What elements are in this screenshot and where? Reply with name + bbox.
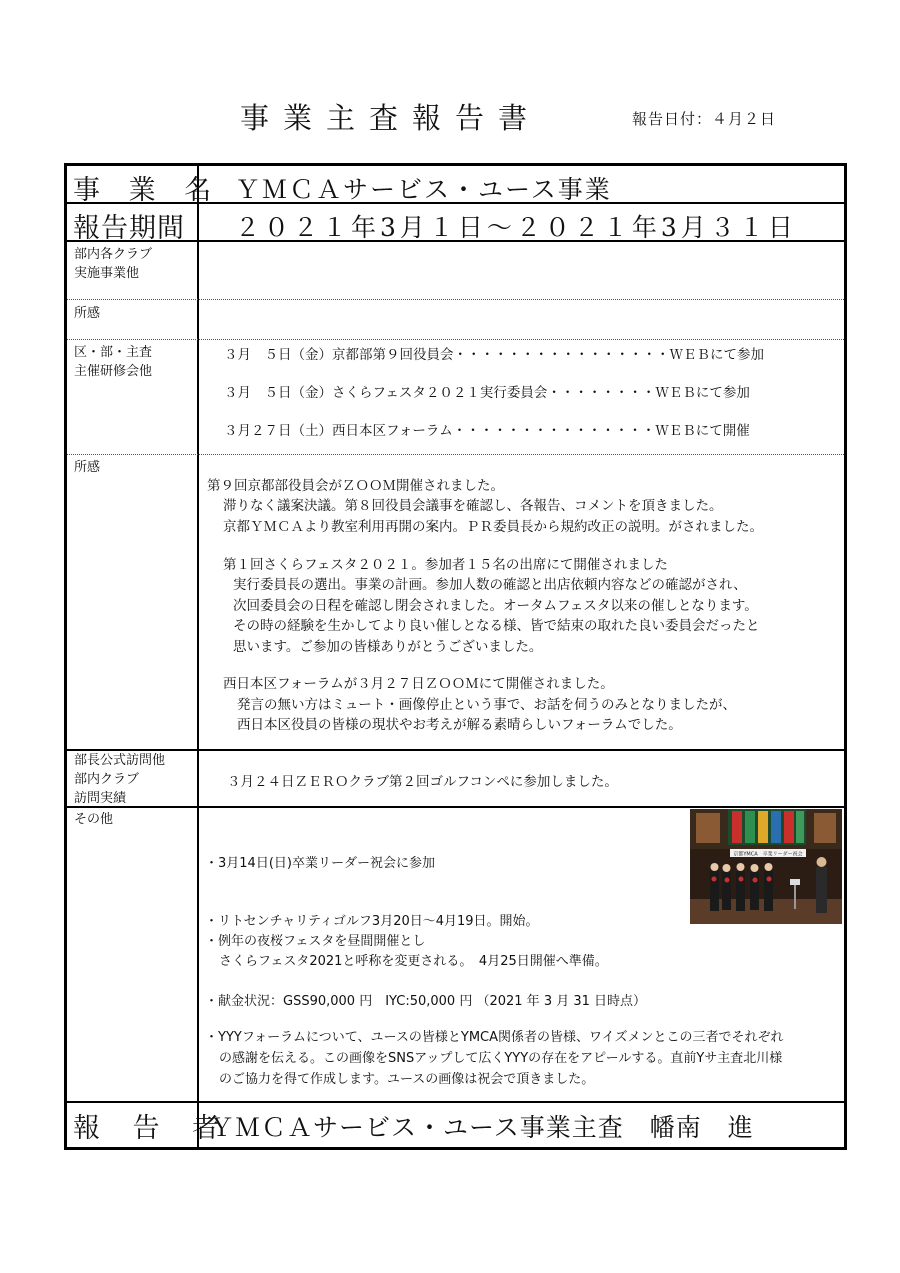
other-line: ・リトセンチャリティゴルフ3月20日～4月19日。開始。 [205, 914, 539, 929]
row-divider [67, 454, 844, 455]
impressions-label: 所感 [74, 306, 101, 321]
other-line: ・YYYフォーラムについて、ユースの皆様とYMCA関係者の皆様、ワイズメンとこの三者でそれぞれ [205, 1030, 784, 1045]
period-label: 報告期間 [73, 213, 185, 244]
impression-line: 滞りなく議案決議。第８回役員会議事を確認し、各報告、コメントを頂きました。 [223, 498, 723, 514]
official-visits-value: ３月２４日ＺＥＲＯクラブ第２回ゴルフコンペに参加しました。 [227, 774, 618, 790]
other-line: の感謝を伝える。この画像をSNSアップして広くYYYの存在をアピールする。直前Yサ主査北川様 [219, 1051, 783, 1066]
report-title: 事業主査報告書 [240, 101, 542, 135]
report-table [64, 163, 847, 1150]
district-meetings-label: 区・部・主査 主催研修会他 [74, 345, 153, 379]
other-label: その他 [74, 812, 114, 827]
impression-line: 次回委員会の日程を確認し閉会されました。オータムフェスタ以来の催しとなります。 [233, 598, 758, 614]
meeting-item: ３月 ５日（金）さくらフェスタ２０２１実行委員会・・・・・・・・ＷＥＢにて参加 [224, 385, 750, 401]
photo-banner-text: 京都YMCA 卒業リーダー祝会 [733, 851, 803, 858]
row-divider [67, 749, 844, 751]
other-line: さくらフェスタ2021と呼称を変更される。 4月25日開催へ準備。 [219, 954, 608, 969]
impression-line: 実行委員長の選出。事業の計画。参加人数の確認と出店依頼内容などの確認がされ、 [233, 577, 747, 593]
period-value: ２０２１年3月１日～２０２１年3月３１日 [235, 213, 797, 242]
meeting-item: ３月 ５日（金）京都部第９回役員会・・・・・・・・・・・・・・・・ＷＥＢにて参加 [224, 347, 764, 363]
other-line: ・3月14日(日)卒業リーダー祝会に参加 [205, 856, 435, 871]
official-visits-label: 部長公式訪問他 部内クラブ 訪問実績 [74, 753, 166, 806]
impression-line: 思います。ご参加の皆様ありがとうございました。 [233, 639, 543, 655]
impressions-detail-label: 所感 [74, 460, 101, 475]
row-divider [67, 339, 844, 340]
impression-line: 西日本区フォーラムが３月２７日ＺＯＯＭにて開催されました。 [223, 676, 614, 692]
row-divider [67, 1101, 844, 1103]
celebration-photo-image [690, 809, 842, 924]
impression-line: 京都ＹＭＣＡより教室利用再開の案内。ＰＲ委員長から規約改正の説明。がされました。 [223, 519, 763, 535]
impression-line: 第９回京都部役員会がＺＯＯＭ開催されました。 [207, 478, 504, 494]
impression-line: 第１回さくらフェスタ２０２１。参加者１５名の出席にて開催されました [223, 557, 668, 573]
reporter-label: 報 告 者 [73, 1113, 232, 1144]
impression-line: 発言の無い方はミュート・画像停止という事で、お話を伺うのみとなりましたが、 [237, 697, 736, 713]
row-divider [67, 299, 844, 300]
meeting-item: ３月２７日（土）西日本区フォーラム・・・・・・・・・・・・・・・ＷＥＢにて開催 [224, 423, 750, 439]
row-divider [67, 806, 844, 808]
other-line: ・例年の夜桜フェスタを昼間開催とし [205, 934, 426, 949]
celebration-photo [690, 809, 842, 924]
impression-line: 西日本区役員の皆様の現状やお考えが解る素晴らしいフォーラムでした。 [237, 717, 682, 733]
business-name-label: 事 業 名 [73, 175, 222, 206]
impression-line: その時の経験を生かしてより良い催しとなる様、皆で結束の取れた良い委員会だったと [233, 618, 760, 634]
club-activities-label: 部内各クラブ 実施事業他 [74, 247, 153, 281]
business-name-value: ＹＭＣＡサービス・ユース事業 [235, 175, 612, 204]
column-divider [197, 166, 199, 1147]
reporter-value: ＹＭＣＡサービス・ユース事業主査 幡南 進 [209, 1113, 754, 1142]
other-line: ・献金状況：GSS90,000 円 IYC:50,000 円 （2021 年 3 月 31 日時点） [205, 994, 647, 1009]
other-line: のご協力を得て作成します。ユースの画像は祝会で頂きました。 [219, 1072, 595, 1087]
report-date: 報告日付：４月２日 [632, 110, 777, 128]
